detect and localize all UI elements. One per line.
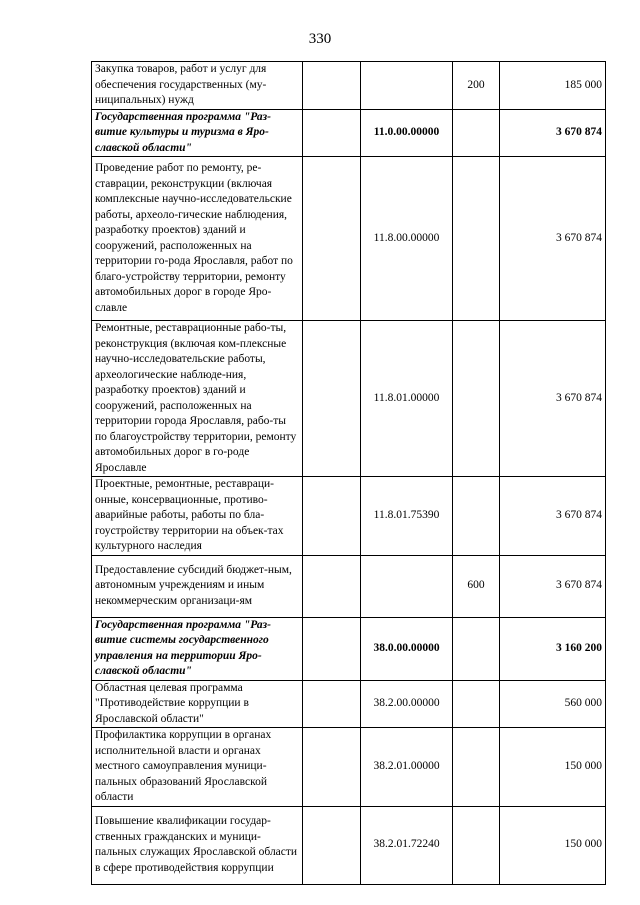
target-article-code: 38.2.01.72240 [361, 806, 453, 884]
target-article-code: 11.0.00.00000 [361, 109, 453, 157]
table-row [92, 157, 606, 321]
row-name: Государственная программа "Раз-витие культуры и туризма в Яро-славской области" [92, 109, 303, 157]
target-article-code: 38.2.01.00000 [361, 728, 453, 807]
amount: 3 670 874 [500, 157, 606, 321]
amount: 185 000 [500, 62, 606, 110]
amount: 560 000 [500, 680, 606, 728]
amount: 150 000 [500, 806, 606, 884]
target-article-code: 11.8.01.75390 [361, 477, 453, 556]
row-name: Проектные, ремонтные, реставраци-онные, консервационные, противо-аварийные работы, работы по бла-гоустройству территории на объек-тах культурного наследия [92, 477, 303, 556]
row-name: Предоставление субсидий бюджет-ным, автономным учреждениям и иным некоммерческим организаци-ям [92, 555, 303, 617]
blank-cell [303, 109, 361, 157]
row-name: Ремонтные, реставрационные рабо-ты, реконструкция (включая ком-плексные научно-исследовательские работы, археологические наблюде-ния, разработку проектов) зданий и сооружений, расположенных на территории города Ярославля, рабо-ты по благоустройству территории, ремонту автомобильных дорог в го-роде Ярославле [92, 321, 303, 477]
expense-type-code [453, 728, 500, 807]
expense-type-code [453, 109, 500, 157]
target-article-code: 38.0.00.00000 [361, 617, 453, 680]
row-name: Закупка товаров, работ и услуг для обеспечения государственных (му-ниципальных) нужд [92, 62, 303, 110]
row-name: Проведение работ по ремонту, ре-ставрации, реконструкции (включая комплексные научно-исследовательские работы, археоло-гические наблюдения, разработку проектов) зданий и сооружений, расположенных на территории го-рода Ярославля, работ по благо-устройству территории, ремонту автомобильных дорог в городе Яро-славле [92, 157, 303, 321]
amount: 3 670 874 [500, 477, 606, 556]
table-row [92, 806, 606, 884]
blank-cell [303, 321, 361, 477]
amount: 3 670 874 [500, 109, 606, 157]
row-name: Повышение квалификации государ-ственных гражданских и муници-пальных служащих Ярославской области в сфере противодействия коррупции [92, 806, 303, 884]
amount: 3 670 874 [500, 555, 606, 617]
amount: 150 000 [500, 728, 606, 807]
expense-type-code: 200 [453, 62, 500, 110]
blank-cell [303, 728, 361, 807]
blank-cell [303, 477, 361, 556]
blank-cell [303, 806, 361, 884]
target-article-code [361, 555, 453, 617]
table-row [92, 680, 606, 728]
row-name: Государственная программа "Раз-витие системы государственного управления на территории Яро-славской области" [92, 617, 303, 680]
row-name: Профилактика коррупции в органах исполнительной власти и органах местного самоуправления муници-пальных образований Ярославской области [92, 728, 303, 807]
target-article-code: 11.8.01.00000 [361, 321, 453, 477]
amount: 3 160 200 [500, 617, 606, 680]
blank-cell [303, 617, 361, 680]
table-row [92, 555, 606, 617]
amount: 3 670 874 [500, 321, 606, 477]
table-row [92, 477, 606, 556]
expense-type-code [453, 157, 500, 321]
target-article-code: 11.8.00.00000 [361, 157, 453, 321]
expense-type-code [453, 806, 500, 884]
table-row [92, 62, 606, 110]
expense-type-code [453, 680, 500, 728]
expense-type-code [453, 321, 500, 477]
page-number: 330 [308, 31, 332, 47]
blank-cell [303, 680, 361, 728]
table-row [92, 728, 606, 807]
row-name: Областная целевая программа "Противодействие коррупции в Ярославской области" [92, 680, 303, 728]
budget-table [91, 61, 606, 885]
blank-cell [303, 62, 361, 110]
expense-type-code [453, 617, 500, 680]
table-row [92, 617, 606, 680]
table-row [92, 321, 606, 477]
blank-cell [303, 157, 361, 321]
table-row [92, 109, 606, 157]
target-article-code [361, 62, 453, 110]
blank-cell [303, 555, 361, 617]
expense-type-code: 600 [453, 555, 500, 617]
target-article-code: 38.2.00.00000 [361, 680, 453, 728]
expense-type-code [453, 477, 500, 556]
